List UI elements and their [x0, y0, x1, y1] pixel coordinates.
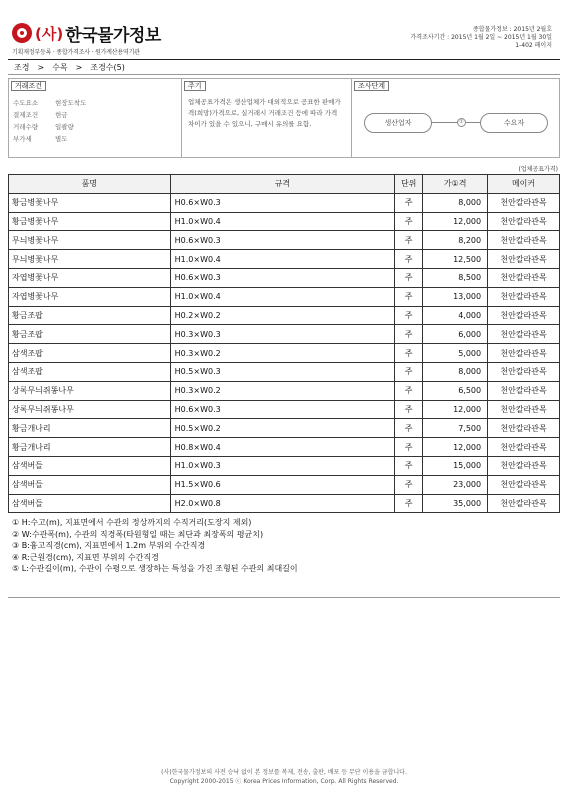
cell-spec: H1.0×W0.4: [170, 250, 395, 269]
cell-name: 무늬병꽃나무: [9, 250, 171, 269]
cell-spec: H0.2×W0.2: [170, 306, 395, 325]
breadcrumb-item: 조경: [14, 63, 30, 72]
cell-unit: 주: [395, 381, 423, 400]
notes-divider: [8, 597, 560, 598]
table-row: [9, 231, 560, 250]
cell-maker: 천안칼라관목: [488, 456, 560, 475]
cell-unit: 주: [395, 344, 423, 363]
cell-maker: 천안칼라관목: [488, 193, 560, 212]
breadcrumb-separator: >: [75, 63, 83, 72]
survey-stage: [352, 79, 559, 157]
cell-price: 5,000: [423, 344, 488, 363]
remark-text: 업체공표가격은 생산업체가 대외적으로 공표한 판매가격(희망)가격으로, 실거래시 거래조건 등에 따라 가격 차이가 있을 수 있으니, 구매시 유의를 요함.: [188, 98, 341, 128]
cell-price: 23,000: [423, 475, 488, 494]
cell-spec: H0.6×W0.3: [170, 268, 395, 287]
cell-price: 4,000: [423, 306, 488, 325]
logo: [12, 22, 161, 44]
condition-label: 거래수량: [13, 123, 39, 131]
column-header-unit: 단위: [395, 175, 423, 194]
price-table: [8, 174, 560, 513]
table-row: [9, 494, 560, 513]
cell-name: 무늬병꽃나무: [9, 231, 171, 250]
cell-unit: 주: [395, 475, 423, 494]
condition-row: [13, 109, 86, 121]
cell-price: 8,000: [423, 362, 488, 381]
condition-row: [13, 121, 86, 133]
cell-price: 12,000: [423, 212, 488, 231]
column-header-name: 품명: [9, 175, 171, 194]
logo-name: 한국물가정보: [65, 25, 161, 46]
cell-maker: 천안칼라관목: [488, 325, 560, 344]
survey-flow: [360, 112, 552, 134]
cell-unit: 주: [395, 231, 423, 250]
table-row: [9, 362, 560, 381]
cell-spec: H1.0×W0.4: [170, 212, 395, 231]
header-divider: [8, 59, 560, 60]
cell-maker: 천안칼라관목: [488, 287, 560, 306]
table-row: [9, 325, 560, 344]
cell-spec: H1.5×W0.6: [170, 475, 395, 494]
cell-unit: 주: [395, 494, 423, 513]
cell-spec: H0.6×W0.3: [170, 193, 395, 212]
cell-name: 자엽병꽃나무: [9, 287, 171, 306]
footnote: ③ B:흉고직경(cm), 지표면에서 1.2m 부위의 수간직경: [12, 541, 206, 550]
info-box: [8, 78, 560, 158]
cell-name: 자엽병꽃나무: [9, 268, 171, 287]
table-row: [9, 268, 560, 287]
cell-name: 황금조팝: [9, 306, 171, 325]
condition-label: 결제조건: [13, 111, 39, 119]
cell-maker: 천안칼라관목: [488, 419, 560, 438]
cell-maker: 천안칼라관목: [488, 231, 560, 250]
cell-unit: 주: [395, 419, 423, 438]
table-row: [9, 400, 560, 419]
remark-title: 주기: [184, 81, 206, 91]
cell-price: 35,000: [423, 494, 488, 513]
table-row: [9, 419, 560, 438]
cell-maker: 천안칼라관목: [488, 381, 560, 400]
breadcrumb-divider: [8, 74, 560, 75]
logo-prefix: (사): [35, 24, 64, 43]
condition-value: 별도: [55, 135, 68, 143]
trade-conditions-list: [13, 97, 86, 145]
condition-row: [13, 133, 86, 145]
cell-name: 황금병꽃나무: [9, 193, 171, 212]
table-row: [9, 381, 560, 400]
breadcrumb-item: 수목: [52, 63, 68, 72]
cell-maker: 천안칼라관목: [488, 400, 560, 419]
cell-spec: H0.8×W0.4: [170, 438, 395, 457]
cell-spec: H0.6×W0.3: [170, 231, 395, 250]
cell-maker: 천안칼라관목: [488, 306, 560, 325]
cell-spec: H2.0×W0.8: [170, 494, 395, 513]
cell-unit: 주: [395, 456, 423, 475]
table-row: [9, 456, 560, 475]
cell-maker: 천안칼라관목: [488, 212, 560, 231]
cell-unit: 주: [395, 287, 423, 306]
logo-subtitle: 기획재정부등록 · 종합가격조사 · 원가계산용역기관: [12, 49, 140, 56]
footer-copyright: Copyright 2000-2015 ⓒ Korea Prices Information, Corp. All Rights Reserved.: [169, 778, 399, 785]
cell-spec: H0.3×W0.2: [170, 381, 395, 400]
cell-maker: 천안칼라관목: [488, 475, 560, 494]
condition-value: 현금: [55, 111, 68, 119]
cell-spec: H1.0×W0.3: [170, 456, 395, 475]
table-row: [9, 193, 560, 212]
cell-unit: 주: [395, 400, 423, 419]
column-header-maker: 메이커: [488, 175, 560, 194]
condition-value: 일괄량: [55, 123, 74, 131]
cell-name: 황금개나리: [9, 419, 171, 438]
cell-unit: 주: [395, 250, 423, 269]
table-row: [9, 475, 560, 494]
cell-price: 8,500: [423, 268, 488, 287]
cell-price: 8,000: [423, 193, 488, 212]
cell-price: 12,500: [423, 250, 488, 269]
trade-conditions: [9, 79, 182, 157]
cell-spec: H0.5×W0.3: [170, 362, 395, 381]
cell-price: 7,500: [423, 419, 488, 438]
cell-name: 삼색조팝: [9, 344, 171, 363]
footnote: ① H:수고(m), 지표면에서 수관의 정상까지의 수직거리(도장지 제외): [12, 518, 252, 527]
cell-name: 삼색버들: [9, 494, 171, 513]
cell-spec: H0.6×W0.3: [170, 400, 395, 419]
breadcrumb-item: 조경수(5): [90, 63, 125, 72]
cell-name: 황금조팝: [9, 325, 171, 344]
remark-section: [182, 79, 352, 157]
table-header-row: [9, 175, 560, 194]
cell-maker: 천안칼라관목: [488, 268, 560, 287]
cell-price: 13,000: [423, 287, 488, 306]
table-row: [9, 212, 560, 231]
cell-unit: 주: [395, 306, 423, 325]
flow-marker-icon: ①: [457, 118, 466, 127]
cell-unit: 주: [395, 193, 423, 212]
condition-label: 부가세: [13, 135, 32, 143]
meta-issue: 종합물가정보 : 2015년 2월호: [473, 26, 552, 33]
trade-conditions-title: 거래조건: [11, 81, 46, 91]
publication-meta: [411, 26, 553, 50]
price-type-note: (업체공표가격): [518, 166, 558, 173]
survey-stage-title: 조사단계: [354, 81, 389, 91]
cell-price: 12,000: [423, 400, 488, 419]
footnote: ④ R:근원경(cm), 지표면 부위의 수간직경: [12, 552, 159, 562]
cell-name: 삼색버들: [9, 456, 171, 475]
cell-spec: H0.5×W0.2: [170, 419, 395, 438]
table-row: [9, 287, 560, 306]
cell-name: 황금병꽃나무: [9, 212, 171, 231]
footnote: ② W:수관폭(m), 수관의 직경폭(타원형일 때는 최단과 최장폭의 평균치): [12, 529, 264, 539]
meta-page: 1-402 페이지: [515, 42, 552, 49]
footnote: ⑤ L:수관길이(m), 수관이 수평으로 생장하는 특성을 가진 조형된 수관의 최대길이: [12, 564, 298, 573]
cell-name: 삼색조팝: [9, 362, 171, 381]
cell-maker: 천안칼라관목: [488, 250, 560, 269]
table-row: [9, 344, 560, 363]
price-table-body: [9, 193, 560, 513]
flow-producer: 생산업자: [364, 113, 432, 133]
cell-maker: 천안칼라관목: [488, 362, 560, 381]
cell-unit: 주: [395, 438, 423, 457]
condition-label: 수도요소: [13, 99, 39, 107]
cell-price: 6,500: [423, 381, 488, 400]
breadcrumb-separator: >: [37, 63, 45, 72]
column-header-price: 가①격: [423, 175, 488, 194]
cell-price: 12,000: [423, 438, 488, 457]
footnotes: [12, 517, 298, 575]
condition-row: [13, 97, 86, 109]
flow-consumer: 수요자: [480, 113, 548, 133]
cell-unit: 주: [395, 268, 423, 287]
cell-name: 상록무늬쥐똥나무: [9, 400, 171, 419]
document-header: [8, 20, 560, 60]
cell-name: 황금개나리: [9, 438, 171, 457]
cell-maker: 천안칼라관목: [488, 494, 560, 513]
logo-mark-icon: [12, 23, 32, 43]
meta-survey-period: 가격조사기간 : 2015년 1월 2일 ~ 2015년 1월 30일: [410, 34, 552, 41]
table-row: [9, 250, 560, 269]
cell-unit: 주: [395, 362, 423, 381]
cell-unit: 주: [395, 212, 423, 231]
condition-value: 현장도착도: [55, 99, 87, 107]
breadcrumb: [14, 62, 125, 73]
cell-spec: H0.3×W0.3: [170, 325, 395, 344]
column-header-spec: 규격: [170, 175, 395, 194]
cell-price: 6,000: [423, 325, 488, 344]
cell-maker: 천안칼라관목: [488, 344, 560, 363]
cell-price: 15,000: [423, 456, 488, 475]
footer-notice: (사)한국물가정보의 사전 승낙 없이 본 정보를 복제, 전송, 출판, 배포 등 무단 이용을 금합니다.: [161, 769, 407, 776]
cell-spec: H0.3×W0.2: [170, 344, 395, 363]
cell-spec: H1.0×W0.4: [170, 287, 395, 306]
cell-name: 삼색버들: [9, 475, 171, 494]
cell-unit: 주: [395, 325, 423, 344]
table-row: [9, 438, 560, 457]
cell-price: 8,200: [423, 231, 488, 250]
cell-maker: 천안칼라관목: [488, 438, 560, 457]
cell-name: 상록무늬쥐똥나무: [9, 381, 171, 400]
table-row: [9, 306, 560, 325]
